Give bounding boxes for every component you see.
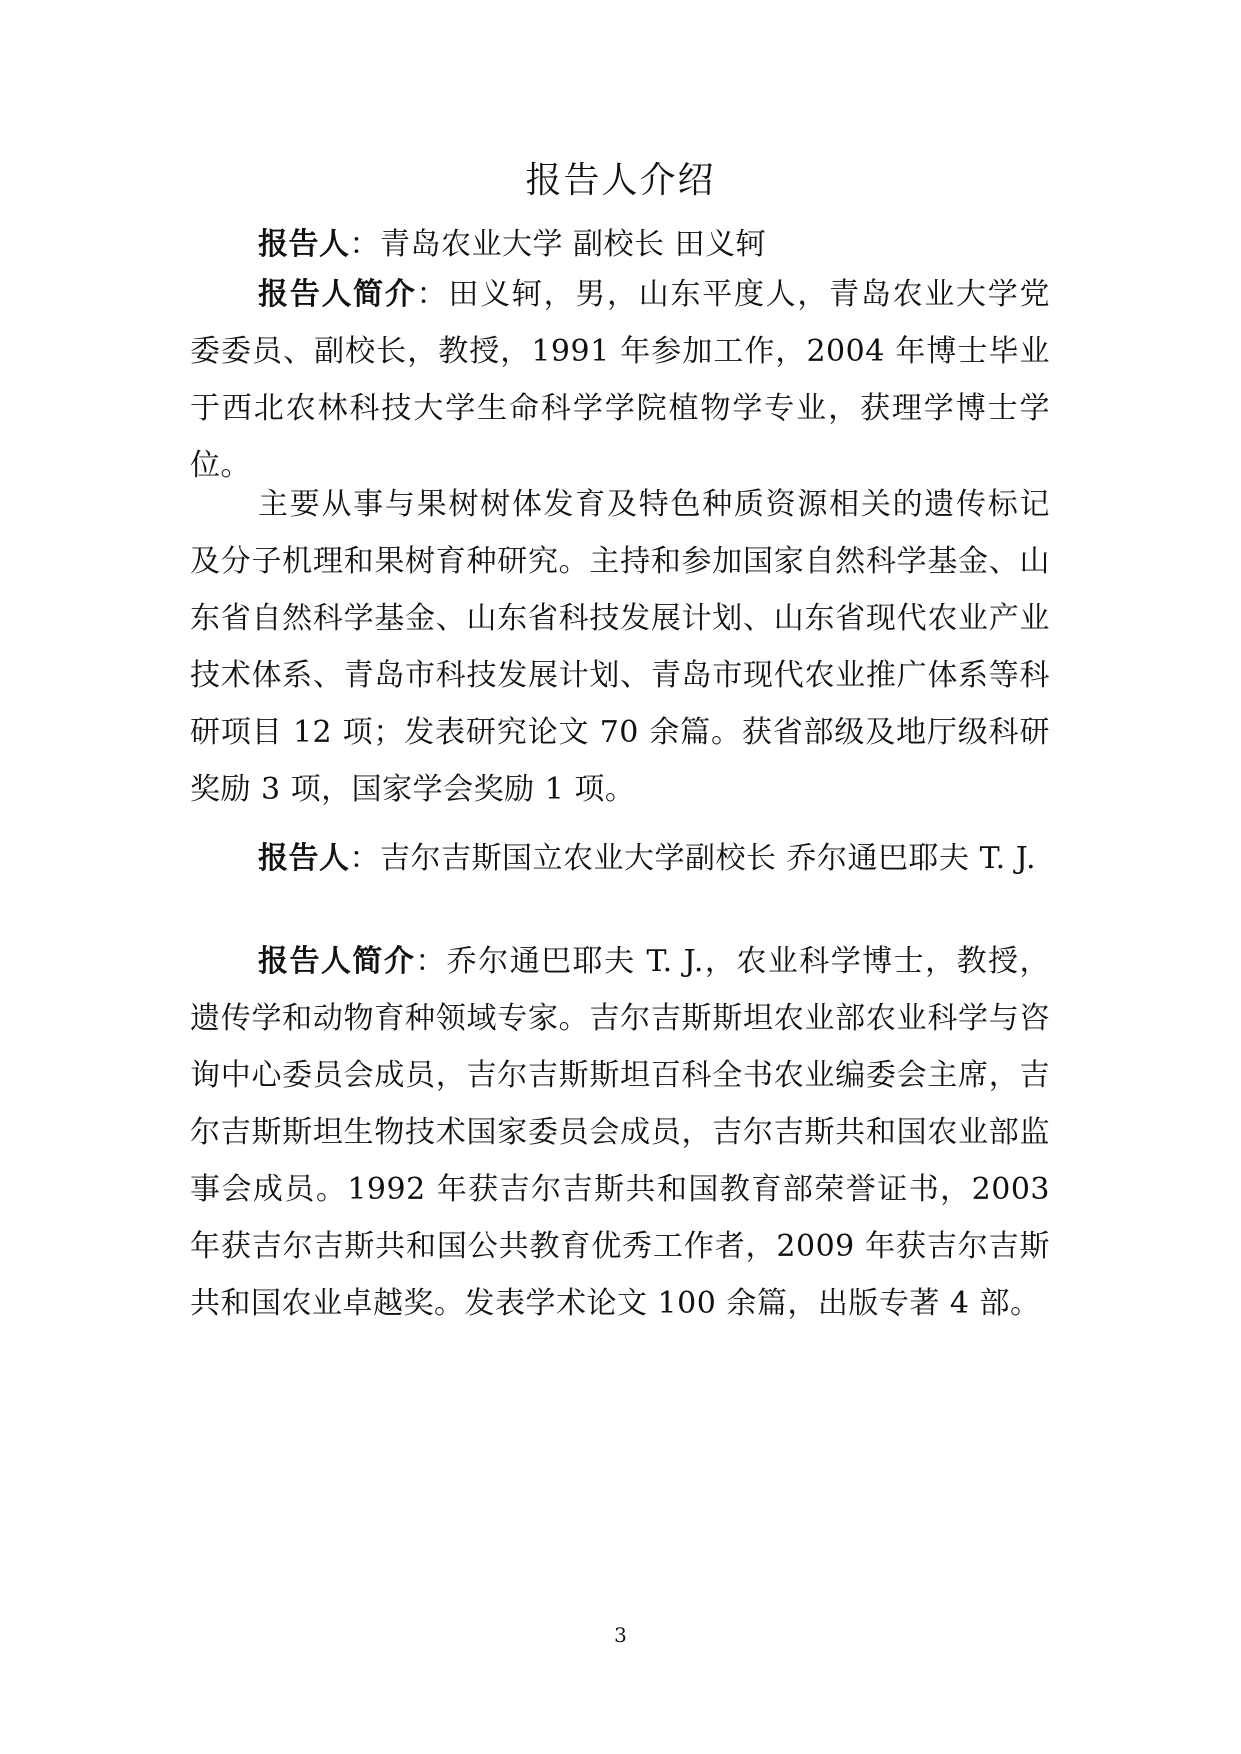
speaker-1-name-line	[190, 216, 1050, 273]
speaker-1-bio-label: 报告人简介	[258, 277, 417, 312]
speaker-1-bio-text: ：田义轲，男，山东平度人，青岛农业大学党委委员、副校长，教授，1991 年参加工作，2004 年博士毕业于西北农林科技大学生命科学学院植物学专业，获理学博士学位。	[190, 277, 1051, 483]
speaker-1-name-label: 报告人	[258, 227, 350, 262]
speaker-2-bio	[190, 933, 1050, 1332]
page-title: 报告人介绍	[525, 160, 716, 201]
speaker-1-bio	[190, 266, 1050, 494]
speaker-2-name-line	[190, 830, 1050, 887]
speaker-2-bio-label: 报告人简介	[258, 944, 416, 979]
speaker-2-bio-text: ：乔尔通巴耶夫 T. J.，农业科学博士，教授，遗传学和动物育种领域专家。吉尔吉斯斯坦农业部农业科学与咨询中心委员会成员，吉尔吉斯斯坦百科全书农业编委会主席，吉尔吉斯斯坦生物技术国家委员会成员，吉尔吉斯共和国农业部监事会成员。1992 年获吉尔吉斯共和国教育部荣誉证书，2003 年获吉尔吉斯共和国公共教育优秀工作者，2009 年获吉尔吉斯共和国农业卓越奖。发表学术论文 100 余篇，出版专著 4 部。	[190, 944, 1050, 1321]
speaker-1-name-value: ：青岛农业大学 副校长 田义轲	[349, 227, 767, 262]
speaker-1-research-paragraph: 主要从事与果树树体发育及特色种质资源相关的遗传标记及分子机理和果树育种研究。主持和参加国家自然科学基金、山东省自然科学基金、山东省科技发展计划、山东省现代农业产业技术体系、青岛市科技发展计划、青岛市现代农业推广体系等科研项目 12 项；发表研究论文 70 余篇。获省部级及地厅级科研奖励 3 项，国家学会奖励 1 项。	[190, 487, 1050, 807]
speaker-2-name-label: 报告人	[258, 841, 350, 876]
page-number: 3	[614, 1623, 627, 1647]
speaker-2-name-value: ：吉尔吉斯国立农业大学副校长 乔尔通巴耶夫 T. J.	[349, 841, 1036, 876]
